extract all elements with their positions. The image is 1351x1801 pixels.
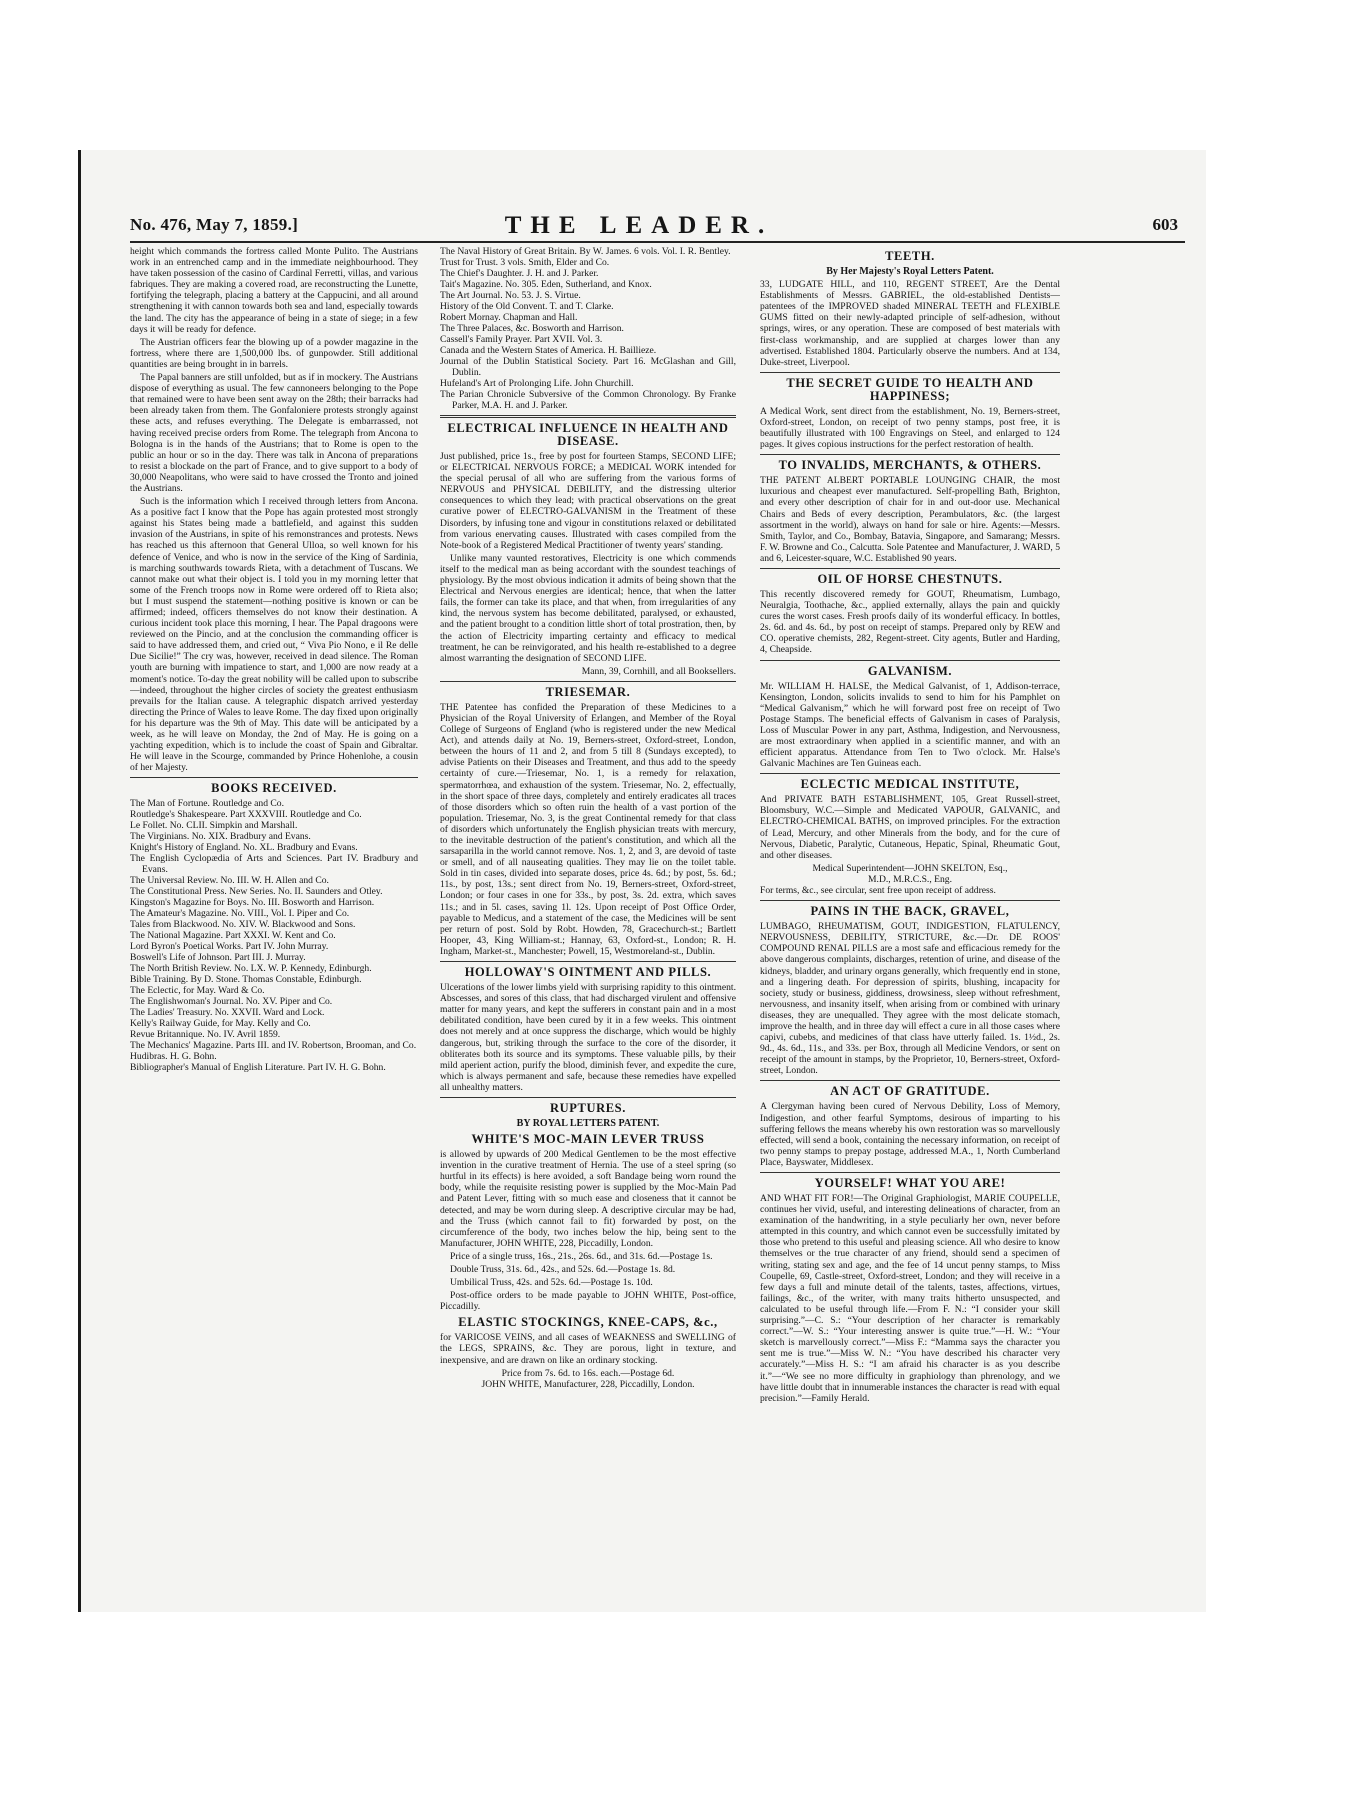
divider — [760, 372, 1060, 373]
column-3 — [760, 246, 1060, 1604]
divider — [440, 681, 736, 682]
pains-heading: PAINS IN THE BACK, GRAVEL, — [810, 904, 1010, 919]
book-entry: The National Magazine. Part XXXI. W. Kent and Co. — [130, 930, 336, 942]
issue-number: No. 476, May 7, 1859.] — [130, 215, 299, 234]
teeth-heading: TEETH. — [885, 249, 935, 263]
book-entry: The Amateur's Magazine. No. VIII., Vol. I. Piper and Co. — [130, 908, 350, 920]
triesemar-heading: TRIESEMAR. — [545, 684, 631, 699]
divider — [760, 773, 1060, 774]
ad-paragraph: For terms, &c., see circular, sent free upon receipt of address. — [760, 885, 996, 897]
masthead — [88, 212, 1190, 240]
ad-paragraph: AND WHAT FIT FOR!—The Original Graphiologist, MARIE COUPELLE, continues her vivid, useful, and interesting delineations of character, from an examination of the handwriting, in a style peculiarly her own, never before attempted in this country, and which cannot even be successfully imitated by those who pretend to this useful and pleasing science. All who desire to know themselves or the true character of any friend, should send a specimen of writing, stating sex and age, and the fee of 14 uncut penny stamps, to Miss Coupelle, 69, Castle-street, Oxford-street, London; and they will receive in a few days a full and minute detail of the talents, tastes, affections, virtues, failings, &c., of the writer, with many traits hitherto unsuspected, and calculated to be useful through life.—From F. N.: “I consider your skill surprising.”—C. S.: “Your description of her character is remarkably correct.”—W. S.: “Your interesting answer is quite true.”—H. W.: “Your sketch is marvellously correct.”—Miss F.: “Mamma says the character you sent me is true.”—Miss W. N.: “You have described his character very accurately.”—Miss H. S.: “I am afraid his character is as you describe it.”—“We see no more difficulty in graphiology than phrenology, and we have little doubt that in innumerable instances the character is read with equal precision.”—Family Herald. — [760, 1193, 1060, 1404]
ad-paragraph: is allowed by upwards of 200 Medical Gentlemen to be the most effective invention in the curative treatment of Hernia. The use of a steel spring (so hurtful in its effects) is here avoided, a soft Bandage being worn round the body, while the requisite resisting power is supplied by the Moc-Main Pad and Patent Lever, fitting with so much ease and closeness that it cannot be detected, and may be worn during sleep. A descriptive circular may be had, and the Truss (which cannot fail to fit) forwarded by post, on the circumference of the body, two inches below the hip, being sent to the Manufacturer, JOHN WHITE, 228, Piccadilly, London. — [440, 1149, 736, 1249]
eclectic-heading: ECLECTIC MEDICAL INSTITUTE, — [800, 777, 1020, 792]
book-entry: The Art Journal. No. 53. J. S. Virtue. — [440, 290, 581, 301]
ad-paragraph: A Medical Work, sent direct from the establishment, No. 19, Berners-street, Oxford-street, London, on receipt of two penny stamps, post free, it is beautifully illustrated with 100 Engravings on Steel, and enlarged to 124 pages. It gives copious instructions for the perfect restoration of health. — [760, 405, 1060, 451]
gratitude-heading: AN ACT OF GRATITUDE. — [830, 1084, 990, 1099]
ad-paragraph: Unlike many vaunted restoratives, Electricity is one which commends itself to the medical man as being accordant with the soundest teachings of physiology. By the most obvious indication it admits of being shown that the Electrical and Nervous energies are identical; hence, that when the latter fails, the former can take its place, and that when, from irregularities of any kind, the nervous system has become debilitated, paralysed, or exhausted, and the patient brought to a condition little short of total prostration, then, by the action of Electricity imparting certainty and efficacy to medical treatment, he can be reinvigorated, and his health re-established to a degree almost warranting the designation of SECOND LIFE. — [440, 552, 736, 664]
truss-heading: WHITE'S MOC-MAIN LEVER TRUSS — [471, 1132, 705, 1147]
ad-paragraph: Mr. WILLIAM H. HALSE, the Medical Galvanist, of 1, Addison-terrace, Kensington, London, solicits invalids to send to him for his Pamphlet on “Medical Galvanism,” which he will forward post free on receipt of Two Postage Stamps. The beneficial effects of Galvanism in cases of Paralysis, Loss of Muscular Power in any part, Asthma, Indigestion, and Nervousness, are most extraordinary when applied in a scientific manner, and with an efficient apparatus. Attendance from Ten to Two o'clock. Mr. Halse's Galvanic Machines are Ten Guineas each. — [760, 680, 1060, 770]
book-entry: The Universal Review. No. III. W. H. Allen and Co. — [130, 875, 329, 887]
book-entry: Lord Byron's Poetical Works. Part IV. John Murray. — [130, 941, 329, 953]
divider — [760, 900, 1060, 901]
book-entry: Journal of the Dublin Statistical Society. Part 16. McGlashan and Gill, Dublin. — [440, 356, 736, 378]
masthead-rule — [130, 241, 1185, 243]
ad-paragraph: THE Patentee has confided the Preparation of these Medicines to a Physician of the Royal University of Erlangen, and Member of the Royal College of Surgeons of England (who is registered under the new Medical Act), and attends daily at No. 19, Berners-street, Oxford-street, London, between the hours of 11 and 2, and from 5 till 8 (Sundays excepted), to advise Patients on their Diseases and Treatment, and thus add to the speedy certainty of cure.—Triesemar, No. 1, is a remedy for relaxation, spermatorrhœa, and exhaustion of the system. Triesemar, No. 2, effectually, in the short space of three days, completely and entirely eradicates all traces of those disorders which so often ruin the health of a vast portion of the population. Triesemar, No. 3, is the great Continental remedy for that class of disorders which unfortunately the English physician treats with mercury, to the inevitable destruction of the patient's constitution, and which all the sarsaparilla in the world cannot remove. Nos. 1, 2, and 3, are devoid of taste or smell, and of all nauseating qualities. They may lie on the toilet table. Sold in tin cases, divided into separate doses, price 4s. 6d.; by post, 5s. 6d.; 11s., by post, 13s.; sent direct from No. 19, Berners-street, Oxford-street, London; or four cases in one for 33s., by post, 3s. 2d. extra, which saves 11s.; and in 5l. cases, saving 1l. 12s. Upon receipt of Post Office Order, payable to Medicus, and a statement of the case, the Medicines will be sent per return of post. Sold by Robt. Howden, 78, Gracechurch-st.; Bartlett Hooper, 43, King William-st.; Hannay, 63, Oxford-st., London; R. H. Ingham, Market-st., Manchester; Powell, 15, Westmoreland-st., Dublin. — [440, 701, 736, 957]
book-entry: History of the Old Convent. T. and T. Clarke. — [440, 301, 614, 312]
book-entry: The Three Palaces, &c. Bosworth and Harrison. — [440, 323, 624, 334]
book-entry: The Eclectic, for May. Ward & Co. — [130, 985, 265, 997]
book-entry: The Constitutional Press. New Series. No. II. Saunders and Otley. — [130, 886, 383, 898]
price-line: Post-office orders to be made payable to JOHN WHITE, Post-office, Piccadilly. — [440, 1290, 736, 1313]
article-paragraph: The Austrian officers fear the blowing up of a powder magazine in the fortress, where there are 1,500,000 lbs. of gunpowder. Still additional quantities are being brought in in barrels. — [130, 336, 418, 370]
book-entry: The Chief's Daughter. J. H. and J. Parker. — [440, 268, 599, 279]
electrical-heading: ELECTRICAL INFLUENCE IN HEALTH AND DISEASE. — [447, 421, 729, 448]
book-entry: Trust for Trust. 3 vols. Smith, Elder and Co. — [440, 257, 610, 268]
divider — [130, 777, 418, 778]
book-entry: Tales from Blackwood. No. XIV. W. Blackwood and Sons. — [130, 919, 356, 931]
book-entry: The English Cyclopædia of Arts and Sciences. Part IV. Bradbury and Evans. — [130, 853, 418, 876]
holloway-heading: HOLLOWAY'S OINTMENT AND PILLS. — [464, 965, 712, 980]
article-paragraph: Such is the information which I received through letters from Ancona. As a positive fact I know that the Pope has again protested most strongly against his States being made a battlefield, and against this sudden invasion of the Austrians, in spite of his remonstrances and protests. News has reached us this afternoon that General Ulloa, so well known for his defence of Venice, and who is now in the service of the King of Sardinia, is marching southwards towards Rieta, with a detachment of Tuscans. We cannot make out what their object is. I told you in my morning letter that some of the French troops now in Rome were ordered off to Rieta also; but I must suspend the statement—nothing positive is known or can be affirmed; indeed, officers themselves do not know their destination. A curious incident took place this morning, I hear. The Papal dragoons were reviewed on the Pincio, and at the conclusion the commanding officer is said to have addressed them, and cried out, “ Viva Pio Nono, e il Re delle Due Sicilie!” The cry was, however, received in dead silence. The Roman youth are burning with impatience to start, and 1,000 are now ready at a moment's notice. To-day the great nobility will be called upon to subscribe—indeed, throughout the higher circles of society the greatest enthusiasm prevails for the Italian cause. A telegraphic dispatch arrived yesterday directing the Prince of Wales to leave Rome. The day fixed upon originally for his departure was the 9th of May. This date will be anticipated by a week, as he will leave on Monday, the 2nd of May. He is going on a yachting expedition, which is to include the coast of Spain and Gibraltar. He will leave in the Scourge, commanded by Prince Hohenlohe, a cousin of her Majesty. — [130, 496, 418, 774]
column-2 — [440, 246, 736, 1604]
divider — [440, 961, 736, 962]
divider — [760, 454, 1060, 455]
books-received-heading: BOOKS RECEIVED. — [211, 781, 337, 796]
book-entry: Kelly's Railway Guide, for May. Kelly and Co. — [130, 1018, 311, 1030]
ad-paragraph: THE PATENT ALBERT PORTABLE LOUNGING CHAIR, the most luxurious and cheapest ever manufactured. Self-propelling Bath, Brighton, and every other description of chair for in and out-door use. Mechanical Chairs and Beds of every description, Perambulators, &c. (the largest assortment in the world), always on hand for sale or hire. Agents:—Messrs. Smith, Taylor, and Co., Bombay, Batavia, Singapore, and Samarang; Messrs. F. W. Browne and Co., Calcutta. Sole Patentee and Manufacturer, J. WARD, 5 and 6, Leicester-square, W.C. Established 90 years. — [760, 475, 1060, 564]
ruptures-heading: RUPTURES. — [550, 1100, 626, 1115]
page-number: 603 — [1152, 215, 1178, 234]
book-entry: Hudibras. H. G. Bohn. — [130, 1051, 217, 1063]
price-line: Price from 7s. 6d. to 16s. each.—Postage 6d. — [501, 1367, 675, 1379]
galvanism-heading: GALVANISM. — [867, 663, 953, 678]
book-entry: The Mechanics' Magazine. Parts III. and IV. Robertson, Brooman, and Co. — [130, 1040, 417, 1052]
book-entry: Canada and the Western States of America. H. Baillieze. — [440, 345, 657, 356]
book-entry: Robert Mornay. Chapman and Hall. — [440, 312, 578, 323]
newspaper-title: THE LEADER. — [504, 212, 774, 239]
book-entry: Cassell's Family Prayer. Part XVII. Vol. 3. — [440, 334, 603, 345]
books-list — [130, 798, 418, 1073]
ad-paragraph: This recently discovered remedy for GOUT, Rheumatism, Lumbago, Neuralgia, Toothache, &c., applied externally, allays the pain and quickly cures the worst cases. Fresh proofs daily of its wonderful efficacy. In bottles, 2s. 6d. and 4s. 6d., by post on receipt of stamps. Prepared only by REW and CO. operative chemists, 282, Regent-street. City agents, Butler and Harding, 4, Cheapside. — [760, 588, 1060, 656]
ad-signature: Medical Superintendent—JOHN SKELTON, Esq., — [812, 862, 1008, 874]
book-entry: The Englishwoman's Journal. No. XV. Piper and Co. — [130, 996, 333, 1008]
books-list-continued — [440, 246, 736, 411]
ad-paragraph: And PRIVATE BATH ESTABLISHMENT, 105, Great Russell-street, Bloomsbury, W.C.—Simple and Medicated VAPOUR, GALVANIC, and ELECTRO-CHEMICAL BATHS, on improved principles. For the extraction of Lead, Mercury, and other Minerals from the body, and for the cure of Nervous, Diabetic, Paralytic, Cutaneous, Hepatic, Spinal, Rheumatic Gout, and other diseases. — [760, 794, 1060, 861]
book-entry: The Naval History of Great Britain. By W. James. 6 vols. Vol. I. R. Bentley. — [440, 246, 731, 257]
divider — [760, 1172, 1060, 1173]
divider — [760, 660, 1060, 661]
teeth-subheading: By Her Majesty's Royal Letters Patent. — [826, 266, 994, 277]
ad-paragraph: Ulcerations of the lower limbs yield with surprising rapidity to this ointment. Abscesses, and sores of this class, that had discharged virulent and offensive matter for many years, and kept the sufferers in constant pain and in a most debilitated condition, have been cured by it in a few weeks. This ointment does not merely and at once suppress the discharge, which would be highly dangerous, but, striking through the surface to the core of the disorder, it obliterates both its source and its symptoms. These valuable pills, by their mild aperient action, purify the blood, diminish fever, and expedite the cure, which is always permanent and safe, because these remedies have expelled all unhealthy matters. — [440, 982, 736, 1093]
article-paragraph: height which commands the fortress called Monte Pulito. The Austrians work in an entrenched camp and in the immediate neighbourhood. They have taken possession of the casino of Cardinal Ferretti, villas, and various fabriques. They are making a covered road, are reconstructing the Lunette, fortifying the telegraph, placing a battery at the Cappucini, and all around strengthening it with cannon towards both sea and land, especially towards the land. The city has the appearance of being in a state of siege; in a few days it will be ready for defence. — [130, 246, 418, 335]
binding-edge — [78, 150, 81, 1612]
book-entry: Knight's History of England. No. XL. Bradbury and Evans. — [130, 842, 358, 854]
ad-paragraph: for VARICOSE VEINS, and all cases of WEAKNESS and SWELLING of the LEGS, SPRAINS, &c. They are porous, light in texture, and inexpensive, and are drawn on like an ordinary stocking. — [440, 1332, 736, 1366]
book-entry: Bible Training. By D. Stone. Thomas Constable, Edinburgh. — [130, 974, 362, 986]
book-entry: Hufeland's Art of Prolonging Life. John Churchill. — [440, 378, 634, 389]
book-entry: The Ladies' Treasury. No. XXVII. Ward and Lock. — [130, 1007, 325, 1019]
price-line: Umbilical Truss, 42s. and 52s. 6d.—Postage 1s. 10d. — [450, 1277, 653, 1289]
elastic-heading: ELASTIC STOCKINGS, KNEE-CAPS, &c., — [458, 1315, 718, 1330]
book-entry: The North British Review. No. LX. W. P. Kennedy, Edinburgh. — [130, 963, 372, 975]
book-entry: Tait's Magazine. No. 305. Eden, Sutherland, and Knox. — [440, 279, 652, 290]
book-entry: Routledge's Shakespeare. Part XXXVIII. Routledge and Co. — [130, 809, 362, 821]
article-paragraph: The Papal banners are still unfolded, but as if in mockery. The Austrians dispose of everything as usual. The few cannoneers belonging to the Pope that remained were to have been sent away on the 28th; their barracks had been already taken from them. The Gonfaloniere protests strongly against these acts, and refuses everything. The Delegate is embarrassed, not having received precise orders from Rome. The telegraph from Ancona to Bologna is in the hands of the Austrians; that to Rome is open to the public an hour or so in the day. There was talk in Ancona of preparations to resist a blockade on the part of France, and to give support to a body of 30,000 Neapolitans, who were said to have crossed the Tronto and joined the Austrians. — [130, 372, 418, 494]
book-entry: The Virginians. No. XIX. Bradbury and Evans. — [130, 831, 311, 843]
ad-signature: Mann, 39, Cornhill, and all Booksellers. — [581, 665, 736, 677]
book-entry: The Man of Fortune. Routledge and Co. — [130, 798, 285, 810]
ad-signature: M.D., M.R.C.S., Eng. — [868, 873, 952, 885]
horse-chestnut-heading: OIL OF HORSE CHESTNUTS. — [817, 571, 1003, 586]
book-entry: Revue Britannique. No. IV. Avril 1859. — [130, 1029, 281, 1041]
yourself-heading: YOURSELF! WHAT YOU ARE! — [814, 1176, 1006, 1190]
ruptures-subheading: BY ROYAL LETTERS PATENT. — [516, 1117, 660, 1129]
column-1 — [130, 246, 418, 1604]
divider — [760, 1080, 1060, 1081]
ad-paragraph: LUMBAGO, RHEUMATISM, GOUT, INDIGESTION, FLATULENCY, NERVOUSNESS, DEBILITY, STRICTURE, &c.—Dr. DE ROOS' COMPOUND RENAL PILLS are a most safe and efficacious remedy for the above dangerous complaints, discharges, retention of urine, and disease of the kidneys, bladder, and urinary organs generally, which frequently end in stone, and a lingering death. For depression of spirits, blushing, incapacity for society, study or business, giddiness, drowsiness, sleep without refreshment, nervousness, and insanity itself, when arising from or combined with urinary diseases, they are unequalled. They agree with the most delicate stomach, improve the health, and in three day will effect a cure in all those cases where capivi, cubebs, and medicines of that class have utterly failed. 1s. 1½d., 2s. 9d., 4s. 6d., 11s., and 33s. per Box, through all Medicine Vendors, or sent on receipt of the amount in stamps, by the Proprietor, 10, Berners-street, Oxford-street, London. — [760, 921, 1060, 1077]
ad-paragraph: A Clergyman having been cured of Nervous Debility, Loss of Memory, Indigestion, and other fearful Symptoms, desirous of imparting to his suffering fellows the means whereby his own restoration was so marvellously effected, will send a book, containing the necessary information, on receipt of two penny stamps to prepay postage, addressed M.A., 1, North Cumberland Place, Bayswater, Middlesex. — [760, 1101, 1060, 1168]
divider — [760, 568, 1060, 569]
price-line: Price of a single truss, 16s., 21s., 26s. 6d., and 31s. 6d.—Postage 1s. — [450, 1250, 713, 1262]
ad-paragraph: 33, LUDGATE HILL, and 110, REGENT STREET, Are the Dental Establishments of Messrs. GABRIEL, the old-established Dentists—patentees of the IMPROVED shaded MINERAL TEETH and FLEXIBLE GUMS fitted on their newly-adapted principle of self-adhesion, without springs, wires, or any operation. These are composed of best materials with first-class workmanship, and are supplied at charges lower than any advertised. Established 1804. Particularly observe the numbers. And at 134, Duke-street, Liverpool. — [760, 279, 1060, 368]
book-entry: The Parian Chronicle Subversive of the Common Chronology. By Franke Parker, M.A. H. and J. Parker. — [440, 389, 736, 411]
book-entry: Boswell's Life of Johnson. Part III. J. Murray. — [130, 952, 306, 964]
book-entry: Kingston's Magazine for Boys. No. III. Bosworth and Harrison. — [130, 897, 375, 909]
ad-paragraph: Just published, price 1s., free by post for fourteen Stamps, SECOND LIFE; or ELECTRICAL NERVOUS FORCE; a MEDICAL WORK intended for the special perusal of all who are suffering from the various forms of NERVOUS and PHYSICAL DEBILITY, and the distressing ulterior consequences to which they lead; with practical observations on the great curative power of ELECTRO-GALVANISM in the Treatment of these Disorders, by infusing tone and vigour in constitutions relaxed or debilitated from various enervating causes. Illustrated with cases compiled from the Note-book of a Registered Medical Practitioner of twenty years' standing. — [440, 451, 736, 551]
divider — [440, 1097, 736, 1098]
price-line: Double Truss, 31s. 6d., 42s., and 52s. 6d.—Postage 1s. 8d. — [450, 1264, 676, 1275]
divider — [440, 415, 736, 418]
invalids-heading: TO INVALIDS, MERCHANTS, & OTHERS. — [778, 458, 1042, 473]
book-entry: Le Follet. No. CLII. Simpkin and Marshall. — [130, 820, 298, 832]
secret-guide-heading: THE SECRET GUIDE TO HEALTH AND HAPPINESS; — [786, 375, 1034, 403]
book-entry: Bibliographer's Manual of English Literature. Part IV. H. G. Bohn. — [130, 1062, 386, 1074]
ad-signature: JOHN WHITE, Manufacturer, 228, Piccadilly, London. — [481, 1378, 695, 1390]
